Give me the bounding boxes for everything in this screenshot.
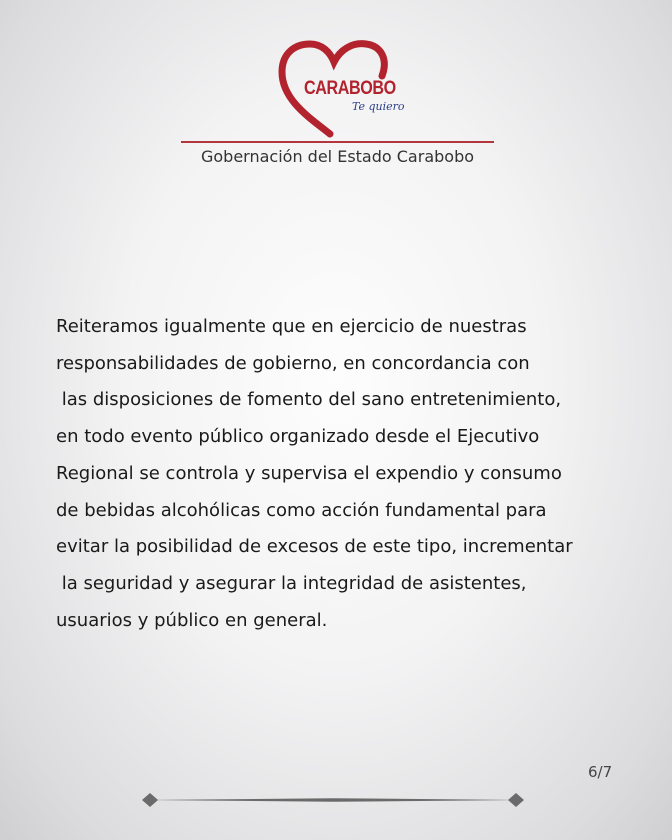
logo-wordmark: CARABOBO bbox=[304, 78, 396, 99]
statement-line: responsabilidades de gobierno, en concordancia con bbox=[56, 352, 530, 374]
statement-line: la seguridad y asegurar la integridad de asistentes, bbox=[56, 572, 527, 594]
statement-text bbox=[56, 309, 646, 639]
statement-line: Reiteramos igualmente que en ejercicio de nuestras bbox=[56, 316, 527, 337]
statement-line: evitar la posibilidad de excesos de este tipo, incrementar bbox=[56, 536, 573, 558]
logo-tagline: Te quiero bbox=[352, 100, 405, 113]
statement-line: usuarios y público en general. bbox=[56, 609, 328, 631]
ornamental-divider-icon bbox=[140, 790, 526, 810]
statement-line: Regional se controla y supervisa el expendio y consumo bbox=[56, 462, 562, 484]
header-divider bbox=[181, 141, 494, 143]
statement-line: las disposiciones de fomento del sano entretenimiento, bbox=[56, 389, 562, 411]
page-indicator: 6/7 bbox=[588, 763, 613, 781]
statement-line: en todo evento público organizado desde el Ejecutivo bbox=[56, 426, 540, 448]
organization-name: Gobernación del Estado Carabobo bbox=[200, 147, 475, 166]
carabobo-logo bbox=[270, 38, 410, 138]
statement-line: de bebidas alcohólicas como acción fundamental para bbox=[56, 499, 547, 521]
